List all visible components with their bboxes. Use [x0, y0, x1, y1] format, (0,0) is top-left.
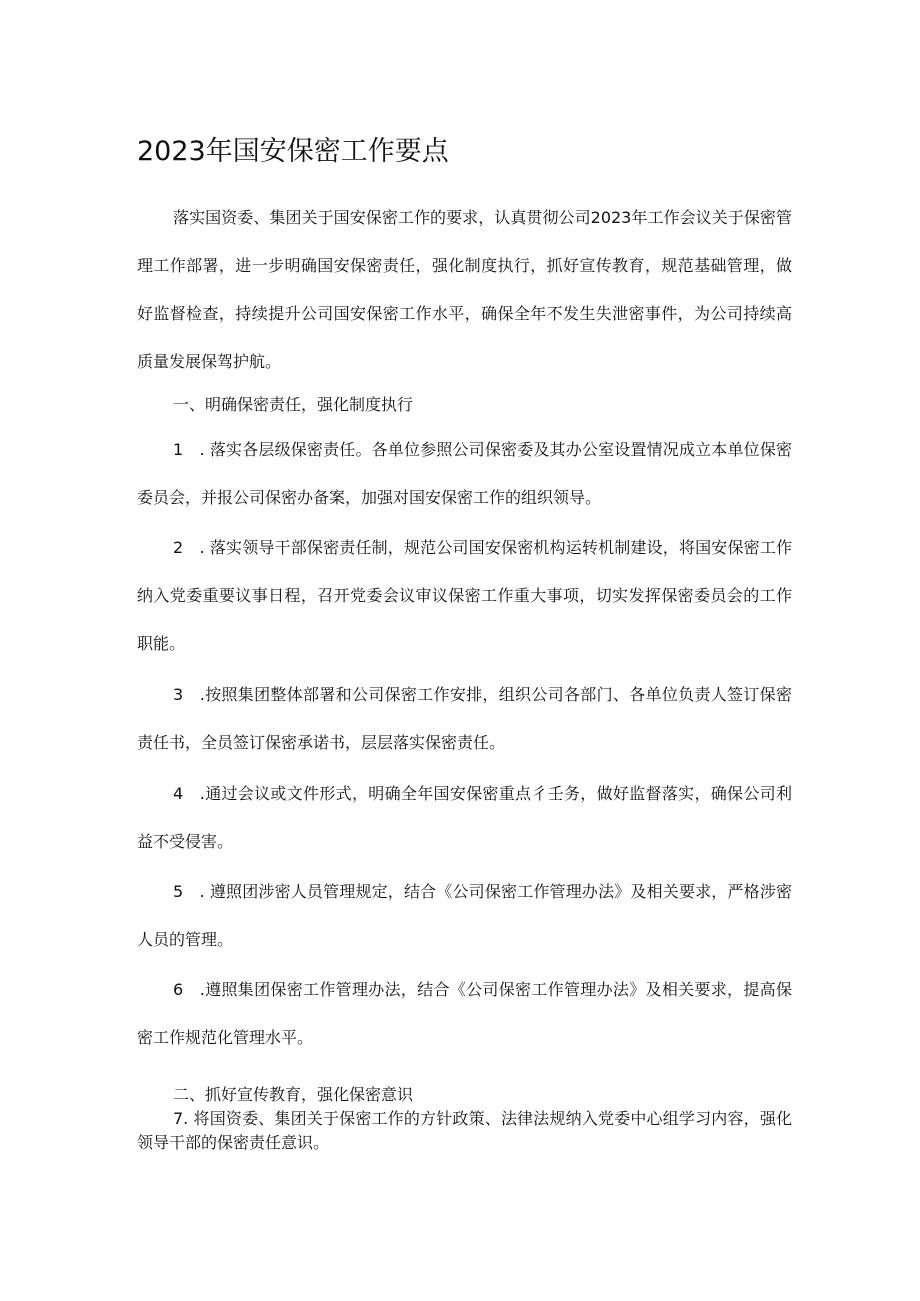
- page-title: 2023年国安保密工作要点: [137, 136, 449, 167]
- list-item: 7. 将国资委、集团关于保密工作的方针政策、法律法规纳入党委中心组学习内容，强化领导干部的保密责任意识。: [137, 1109, 792, 1152]
- intro-paragraph: 落实国资委、集团关于国安保密工作的要求，认真贯彻公司2023年工作会议关于保密管理工作部署，进一步明确国安保密责任，强化制度执行，抓好宣传教育，规范基础管理，做好监督检查，持续提升公司国安保密工作水平，确保全年不发生失泄密事件，为公司持续高质量发展保驾护航。: [137, 208, 792, 371]
- list-item: 3 .按照集团整体部署和公司保密工作安排，组织公司各部门、各单位负责人签订保密责任书，全员签订保密承诺书，层层落实保密责任。: [137, 685, 792, 752]
- list-item: 4 .通过会议或文件形式，明确全年国安保密重点彳壬务，做好监督落实，确保公司利益不受侵害。: [137, 784, 792, 851]
- list-item: 6 .遵照集团保密工作管理办法，结合《公司保密工作管理办法》及相关要求，提高保密工作规范化管理水平。: [137, 980, 792, 1047]
- list-item: 1 . 落实各层级保密责任。各单位参照公司保密委及其办公室设置情况成立本单位保密委员会，并报公司保密办备案，加强对国安保密工作的组织领导。: [137, 440, 792, 507]
- section-heading-1: 一、明确保密责任，强化制度执行: [173, 395, 414, 414]
- list-item: 2 . 落实领导干部保密责任制，规范公司国安保密机构运转机制建设，将国安保密工作纳入党委重要议事日程，召开党委会议审议保密工作重大事项，切实发挥保密委员会的工作职能。: [137, 538, 792, 653]
- section-heading-2: 二、抓好宣传教育，强化保密意识: [173, 1085, 414, 1104]
- list-item: 5 . 遵照团涉密人员管理规定，结合《公司保密工作管理办法》及相关要求，严格涉密人员的管理。: [137, 882, 792, 949]
